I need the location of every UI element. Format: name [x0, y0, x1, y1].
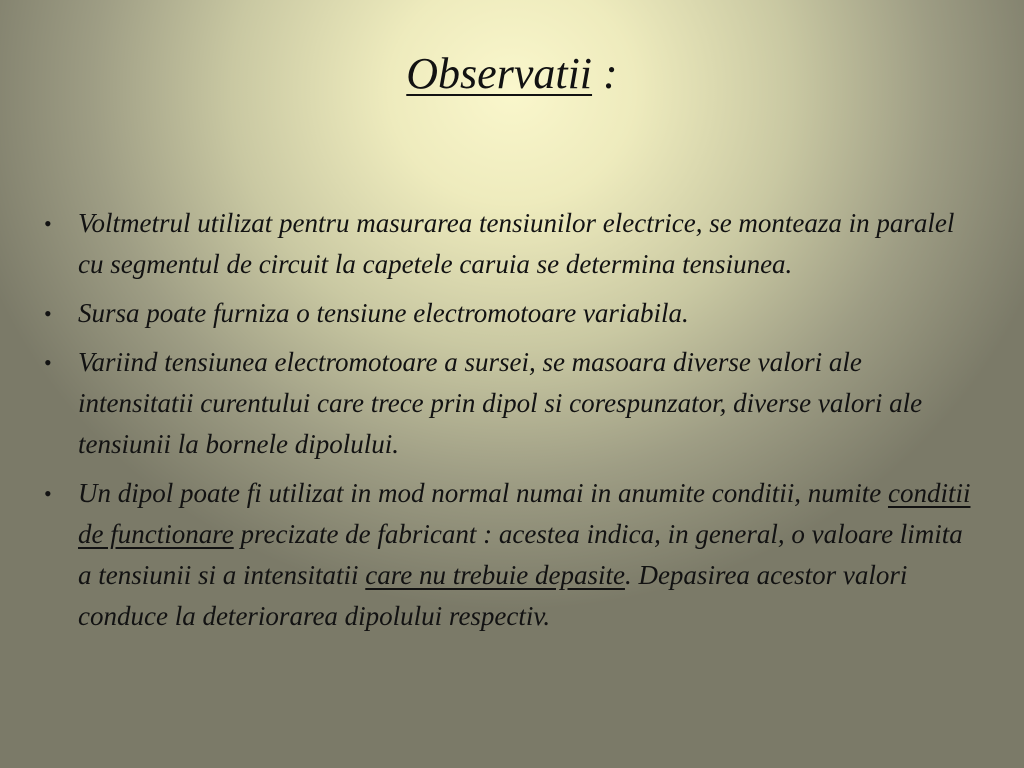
bullet-dot-icon: • [44, 211, 52, 236]
bullet-dot-icon: • [44, 481, 52, 506]
underlined-term: care nu trebuie depasite [365, 560, 625, 590]
slide-title [0, 46, 1024, 102]
bullet-list [40, 203, 980, 645]
bullet-item [40, 293, 980, 334]
bullet-item [40, 473, 980, 637]
bullet-text: Sursa poate furniza o tensiune electromotoare variabila. [78, 298, 689, 328]
bullet-text-part: . Depasirea acestor valori conduce la deteriorarea dipolului respectiv. [78, 560, 908, 631]
underlined-term: conditii de functionare [78, 478, 971, 549]
slide-title-suffix: : [592, 49, 618, 98]
bullet-text: Variind tensiunea electromotoare a sursei, se masoara diverse valori ale intensitatii curentului care trece prin dipol si corespunzator, diverse valori ale tensiunii la bornele dipolului. [78, 347, 923, 459]
slide-title-text: Observatii [406, 49, 593, 98]
bullet-item [40, 342, 980, 465]
bullet-dot-icon: • [44, 301, 52, 326]
bullet-text: Voltmetrul utilizat pentru masurarea tensiunilor electrice, se monteaza in paralel cu segmentul de circuit la capetele caruia se determina tensiunea. [78, 208, 955, 279]
bullet-dot-icon: • [44, 350, 52, 375]
bullet-text-part: Un dipol poate fi utilizat in mod normal numai in anumite conditii, numite [78, 478, 888, 508]
bullet-text-part: precizate de fabricant : acestea indica, in general, o valoare limita a tensiunii si a intensitatii [78, 519, 963, 590]
bullet-item [40, 203, 980, 285]
